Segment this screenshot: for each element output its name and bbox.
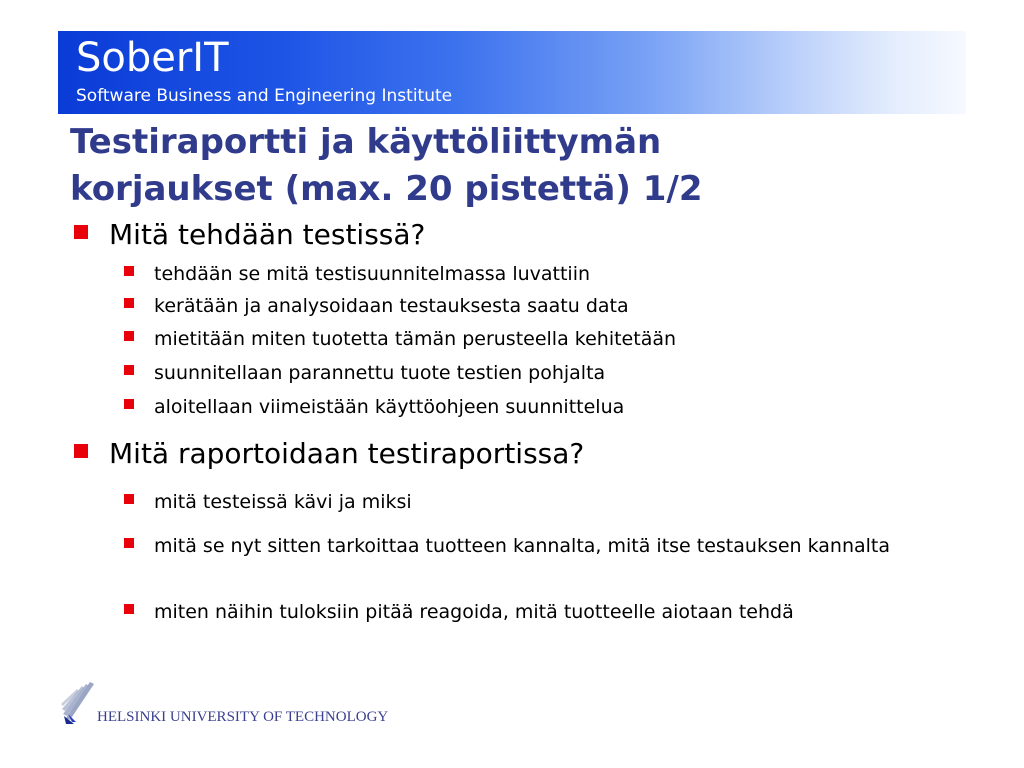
list-item-text: mitä testeissä kävi ja miksi — [154, 491, 412, 513]
list-item-text: mietitään miten tuotetta tämän perusteella kehitetään — [154, 328, 677, 350]
list-item-text: tehdään se mitä testisuunnitelmassa luvattiin — [154, 263, 591, 285]
section-heading-text: Mitä tehdään testissä? — [109, 218, 426, 251]
brand-subtitle: Software Business and Engineering Institute — [76, 86, 453, 106]
bullet-square-icon — [74, 225, 88, 239]
bullet-square-icon — [74, 444, 88, 458]
slide-title — [70, 119, 702, 213]
bullet-square-icon — [124, 266, 134, 276]
brand-name: SoberIT — [76, 35, 229, 81]
slide-title-line-2: korjaukset (max. 20 pistettä) 1/2 — [70, 169, 703, 209]
bullet-square-icon — [124, 399, 134, 409]
list-item-text: miten näihin tuloksiin pitää reagoida, mitä tuotteelle aiotaan tehdä — [154, 601, 794, 623]
bullet-square-icon — [124, 365, 134, 375]
list-item-text: mitä se nyt sitten tarkoittaa tuotteen kannalta, mitä itse testauksen kannalta — [154, 535, 891, 557]
bullet-square-icon — [124, 538, 134, 548]
bullet-square-icon — [124, 604, 134, 614]
bullet-square-icon — [124, 298, 134, 308]
list-item-text: aloitellaan viimeistään käyttöohjeen suunnittelua — [154, 396, 625, 418]
footer-institution: HELSINKI UNIVERSITY OF TECHNOLOGY — [97, 709, 389, 725]
bullet-square-icon — [124, 331, 134, 341]
slide-title-line-1: Testiraportti ja käyttöliittymän — [70, 122, 662, 162]
bullet-square-icon — [124, 494, 134, 504]
section-heading-text: Mitä raportoidaan testiraportissa? — [109, 437, 585, 470]
tkk-logo-icon — [60, 678, 98, 726]
list-item-text: suunnitellaan parannettu tuote testien pohjalta — [154, 362, 606, 384]
list-item-text: kerätään ja analysoidaan testauksesta saatu data — [154, 295, 629, 317]
